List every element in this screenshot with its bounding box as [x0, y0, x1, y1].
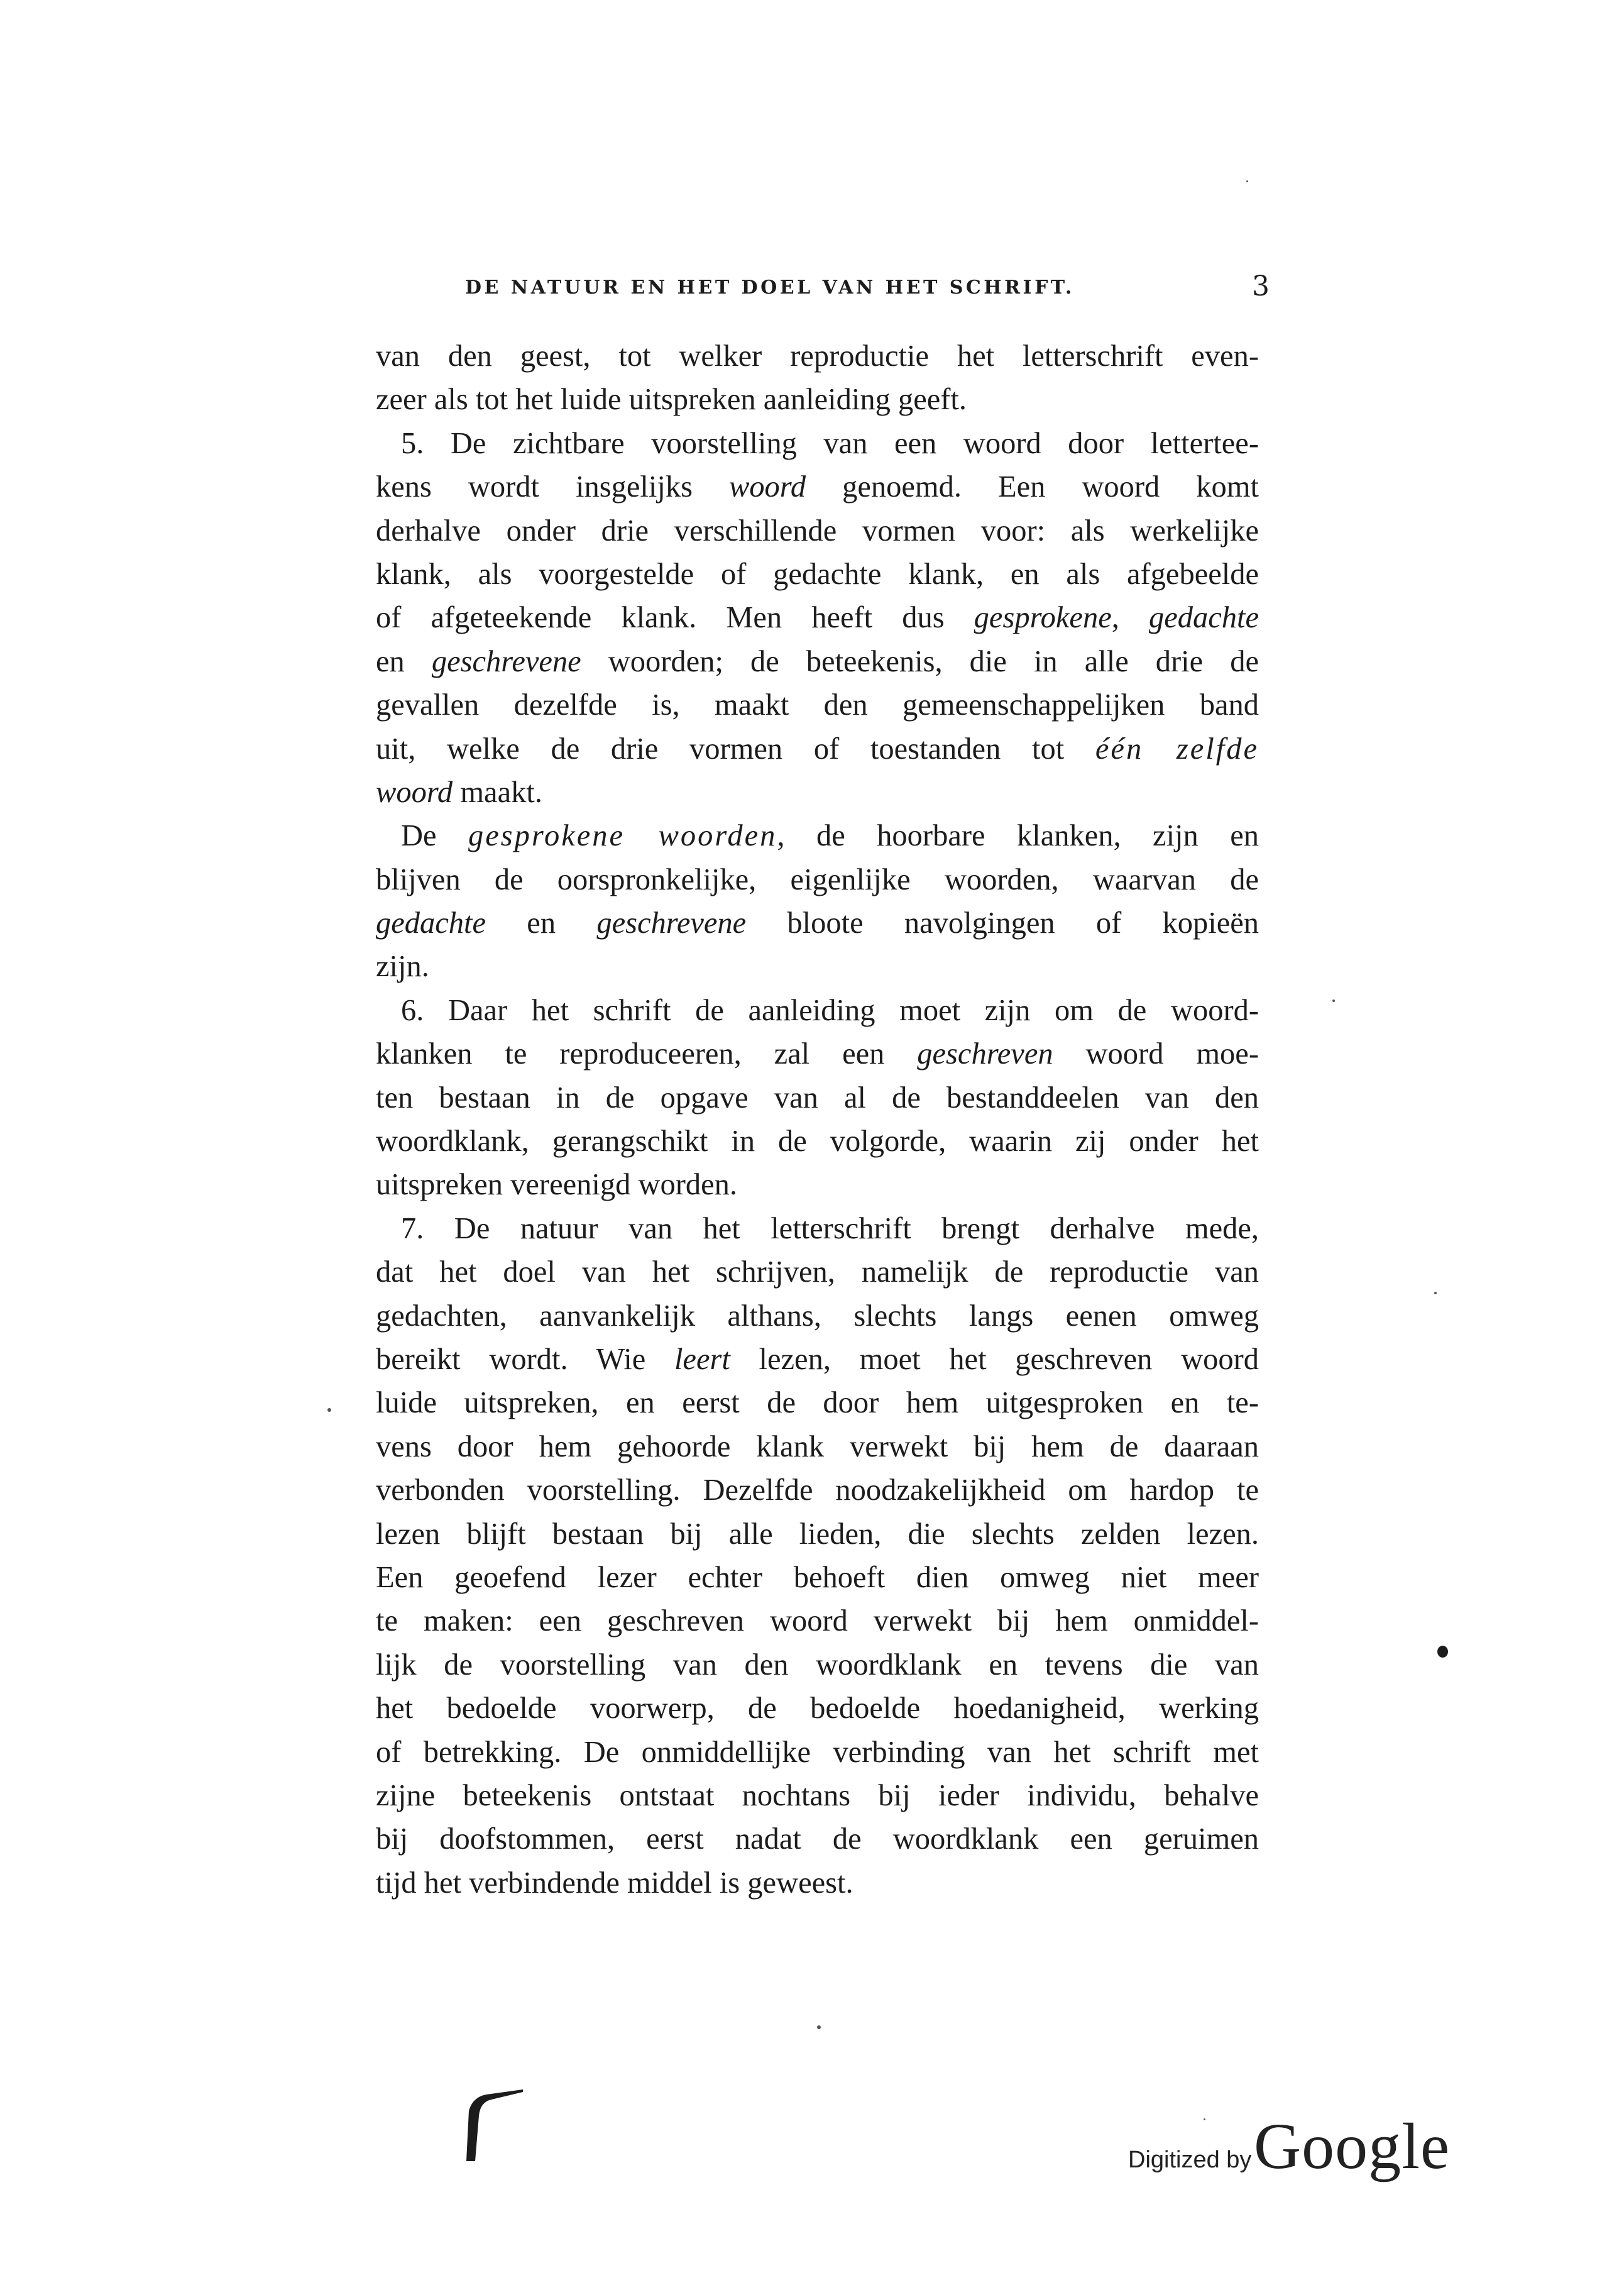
text-line: bij doofstommen, eerst nadat de woordklank een geruimen [376, 1822, 1259, 1856]
text-line: woord maakt. [376, 775, 542, 809]
text-line: De gesprokene woorden, de hoorbare klanken, zijn en [401, 819, 1259, 853]
ink-mark-icon [447, 2086, 529, 2164]
scan-speck [1246, 180, 1248, 182]
text-line: blijven de oorspronkelijke, eigenlijke woorden, waarvan de [376, 862, 1259, 896]
running-title: DE NATUUR EN HET DOEL VAN HET SCHRIFT. [465, 277, 1075, 299]
text-line: woordklank, gerangschikt in de volgorde, waarin zij onder het [376, 1125, 1259, 1159]
scan-speck [817, 2025, 821, 2029]
text-line: uit, welke de drie vormen of toestanden tot één zelfde [376, 732, 1259, 766]
text-line: klanken te reproduceeren, zal een geschreven woord moe- [376, 1037, 1259, 1071]
google-logo-text: Google [1254, 2110, 1451, 2183]
text-line: zeer als tot het luide uitspreken aanleiding geeft. [376, 383, 967, 417]
page-header [465, 270, 1270, 314]
text-line: vens door hem gehoorde klank verwekt bij hem de daaraan [376, 1429, 1259, 1463]
text-line: derhalve onder drie verschillende vormen voor: als werkelijke [376, 514, 1259, 548]
scan-speck [1434, 1292, 1437, 1294]
text-line: zijn. [376, 950, 429, 984]
text-line: gevallen dezelfde is, maakt den gemeenschappelijken band [376, 688, 1259, 722]
text-line: tijd het verbindende middel is geweest. [376, 1866, 853, 1900]
text-line: of betrekking. De onmiddellijke verbinding van het schrift met [376, 1735, 1259, 1769]
text-line: kens wordt insgelijks woord genoemd. Een woord komt [376, 470, 1259, 504]
text-line: 6. Daar het schrift de aanleiding moet zijn om de woord- [401, 993, 1259, 1027]
text-line: het bedoelde voorwerp, de bedoelde hoedanigheid, werking [376, 1692, 1259, 1726]
digitized-by-google-watermark [1128, 2109, 1468, 2184]
scan-speck [1332, 999, 1335, 1002]
text-line: Een geoefend lezer echter behoeft dien omweg niet meer [376, 1560, 1259, 1594]
text-line: luide uitspreken, en eerst de door hem uitgesproken en te- [376, 1386, 1259, 1420]
digitized-by-label: Digitized by [1128, 2147, 1252, 2173]
page-number: 3 [1252, 270, 1270, 302]
text-line: klank, als voorgestelde of gedachte klank, en als afgebeelde [376, 557, 1259, 591]
text-line: te maken: een geschreven woord verwekt bij hem onmiddel- [376, 1604, 1259, 1638]
text-line: ten bestaan in de opgave van al de bestanddeelen van den [376, 1081, 1259, 1115]
body-text [376, 334, 1259, 1905]
text-line: bereikt wordt. Wie leert lezen, moet het geschreven woord [376, 1342, 1259, 1376]
text-line: verbonden voorstelling. Dezelfde noodzakelijkheid om hardop te [376, 1473, 1259, 1507]
text-line: lijk de voorstelling van den woordklank en tevens die van [376, 1648, 1259, 1682]
text-line: gedachte en geschrevene bloote navolgingen of kopieën [376, 906, 1259, 940]
text-line: gedachten, aanvankelijk althans, slechts langs eenen omweg [376, 1299, 1259, 1333]
text-line: van den geest, tot welker reproductie het letterschrift even- [376, 339, 1259, 373]
text-line: lezen blijft bestaan bij alle lieden, die slechts zelden lezen. [376, 1517, 1259, 1551]
text-line: 7. De natuur van het letterschrift brengt derhalve mede, [401, 1211, 1259, 1245]
text-line: dat het doel van het schrijven, namelijk de reproductie van [376, 1255, 1259, 1289]
text-line: 5. De zichtbare voorstelling van een woord door letterteе- [401, 426, 1259, 460]
text-line: uitspreken vereenigd worden. [376, 1168, 738, 1202]
text-line: of afgeteekende klank. Men heeft dus gesprokene, gedachte [376, 601, 1259, 635]
scan-speck [1437, 1646, 1448, 1658]
scan-speck [327, 1408, 331, 1412]
text-line: zijne beteekenis ontstaat nochtans bij ieder individu, behalve [376, 1778, 1259, 1812]
text-line: en geschrevene woorden; de beteekenis, die in alle drie de [376, 644, 1259, 678]
